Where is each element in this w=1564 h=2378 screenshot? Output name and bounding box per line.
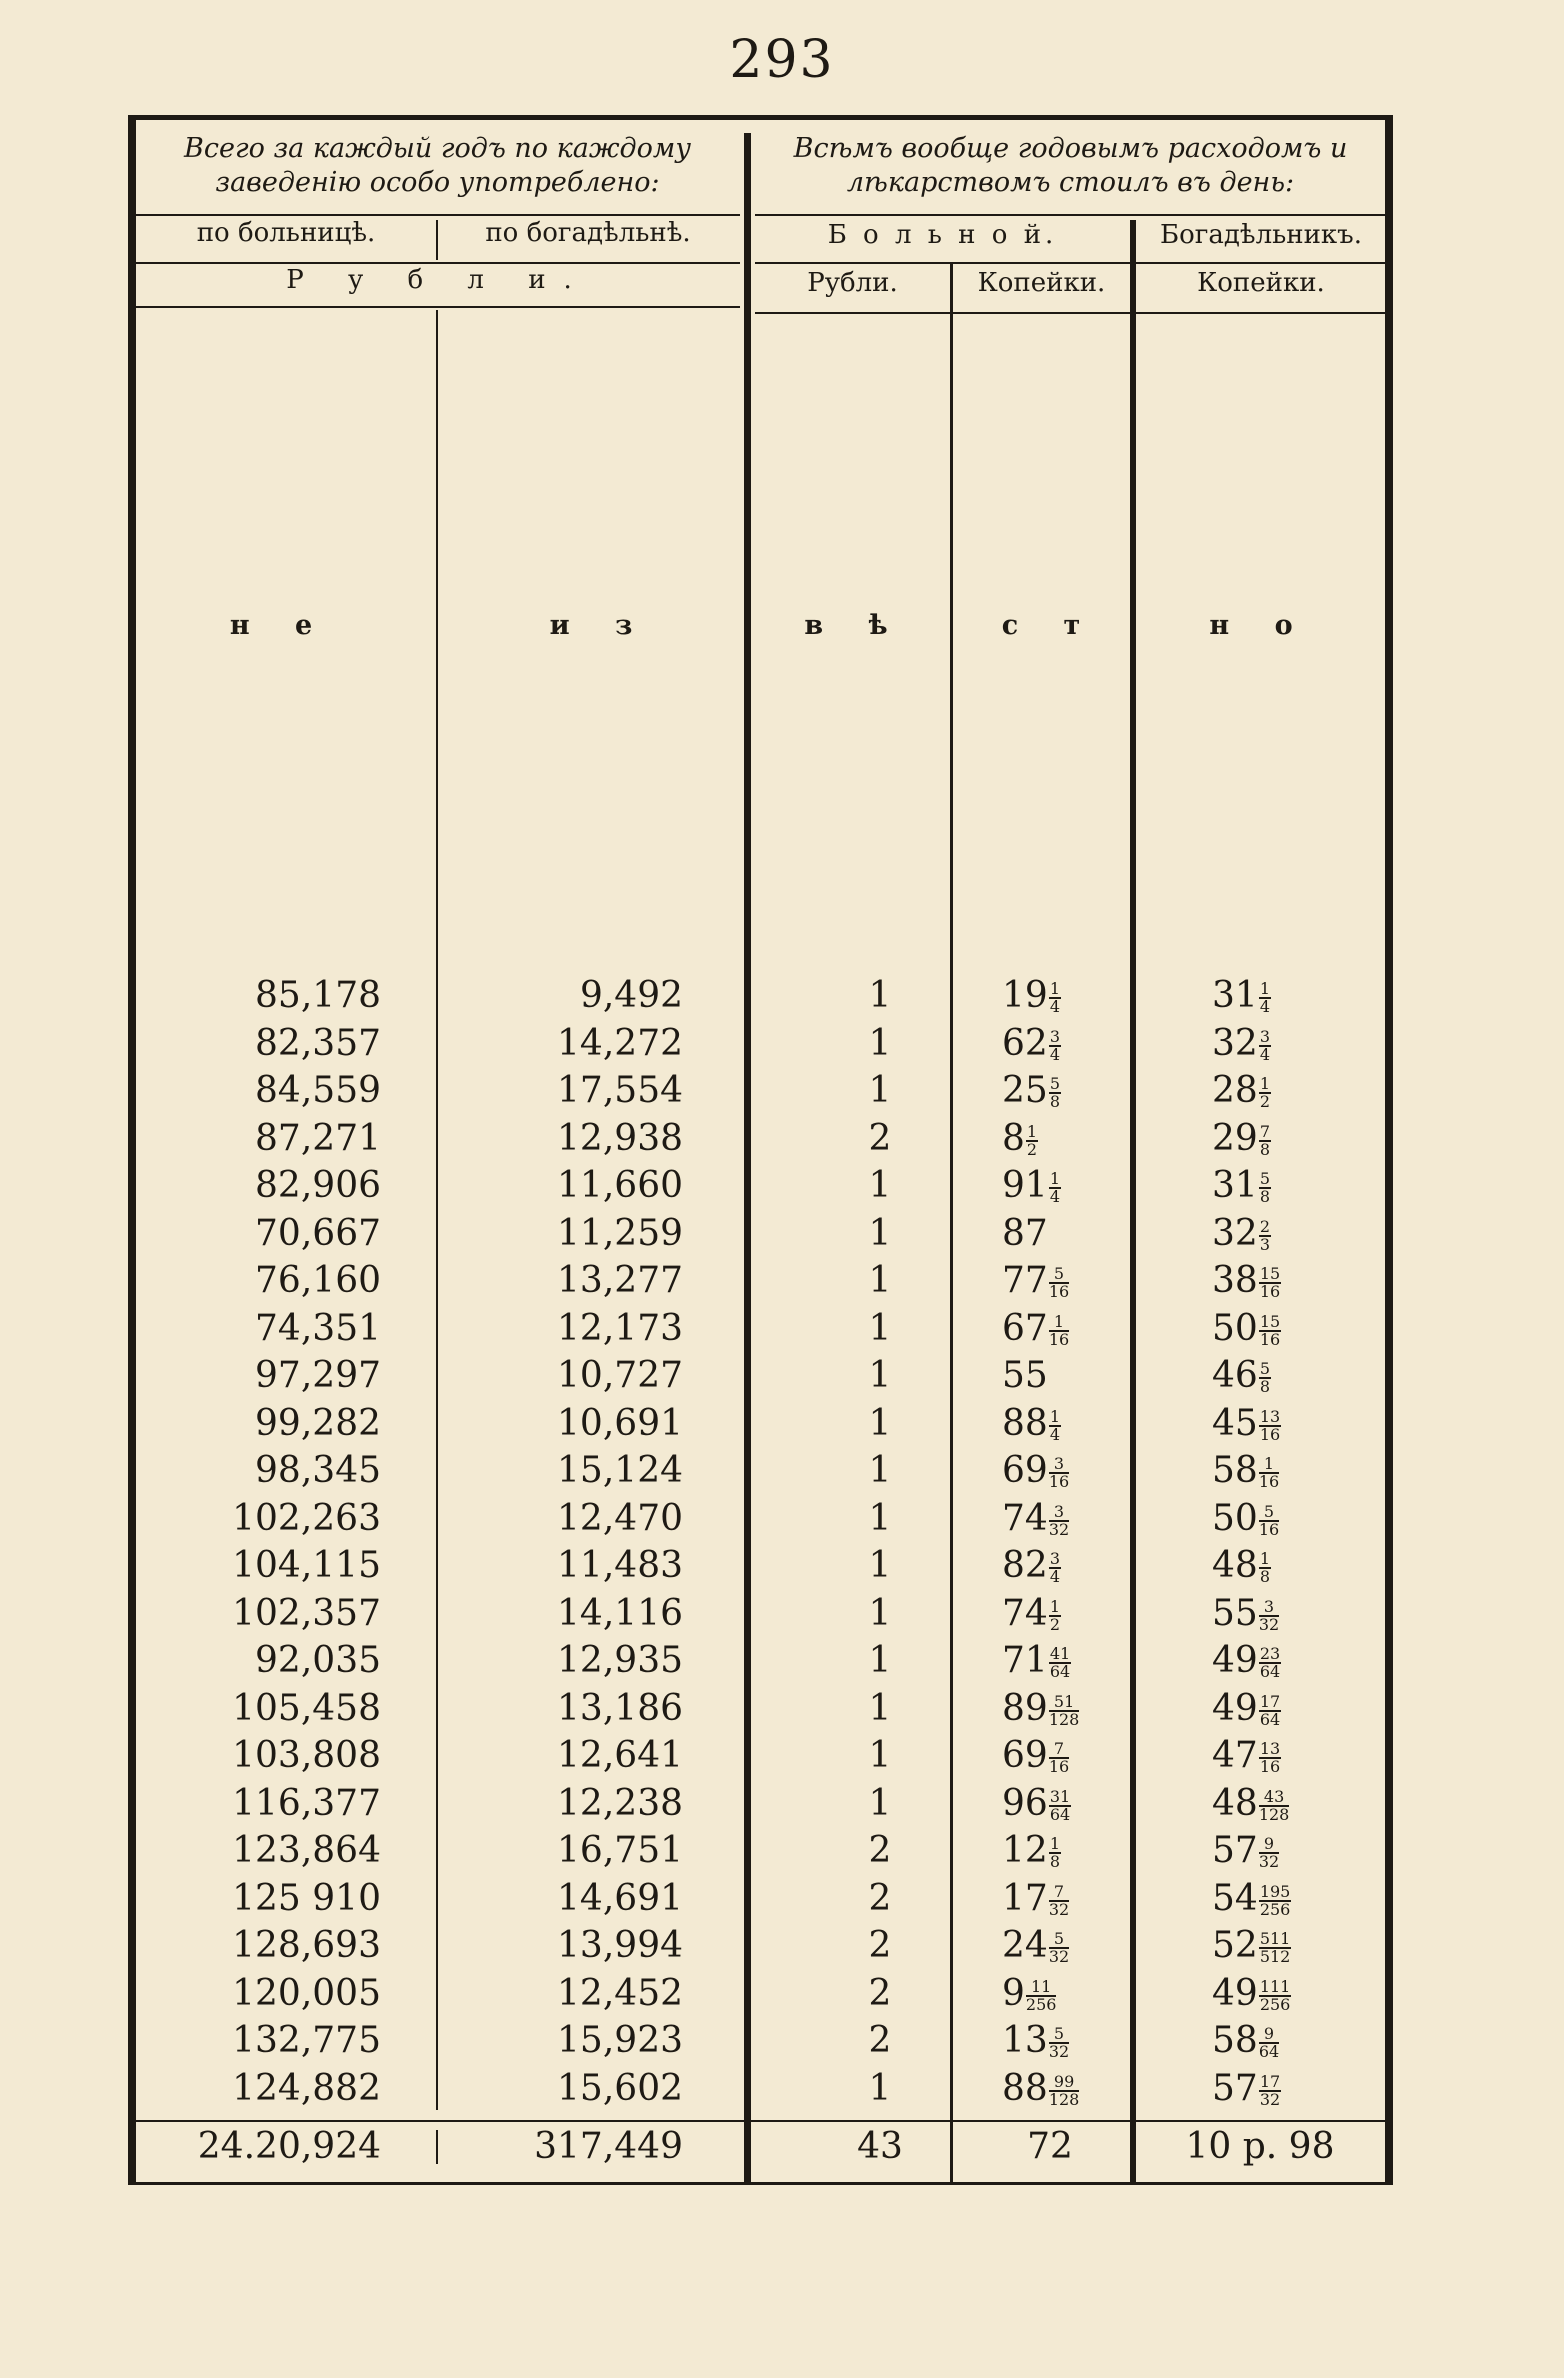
cell-almshouse: 12,238 — [557, 1782, 683, 1824]
table-row — [0, 1590, 1564, 1637]
cell-almshouse: 12,641 — [557, 1735, 683, 1776]
cell-almsman-kopecks: 49 $\frac{23}{64}$ — [1212, 1640, 1281, 1681]
fraction: $\frac{5}{16}$ — [1048, 1264, 1070, 1301]
cell-almsman-kopecks: 49 $\frac{17}{64}$ — [1212, 1687, 1281, 1729]
cell-hospitals: 103,808 — [232, 1735, 381, 1776]
fraction: $\frac{3}{4}$ — [1259, 1026, 1270, 1064]
cell-almsman-kopecks: 48 $\frac{1}{8}$ — [1212, 1545, 1270, 1586]
middle-text-5: н о — [1209, 610, 1311, 641]
middle-text-2: и з — [549, 610, 651, 641]
cell-rubles: 2 — [868, 1830, 892, 1871]
table-row — [0, 1637, 1564, 1684]
rule-header-2 — [136, 262, 740, 264]
fraction: $\frac{17}{32}$ — [1259, 2071, 1281, 2109]
cell-rubles: 1 — [868, 2067, 892, 2109]
cell-almsman-kopecks: 28 $\frac{1}{2}$ — [1212, 1070, 1270, 1111]
fraction: $\frac{511}{512}$ — [1259, 1929, 1291, 1966]
table-row — [0, 1305, 1564, 1352]
cell-hospitals: 125 910 — [232, 1877, 381, 1919]
header-right-title: Всѣмъ вообще годовымъ расходомъ и лѣкарствомъ стоилъ въ день: — [793, 133, 1348, 198]
fraction: $\frac{1}{4}$ — [1049, 979, 1060, 1016]
table-row — [0, 2017, 1564, 2064]
table-row — [0, 1020, 1564, 1067]
rule-header-3b — [755, 312, 1385, 314]
cell-almsman-kopecks: 50 $\frac{5}{16}$ — [1212, 1497, 1280, 1539]
table-row — [0, 1115, 1564, 1162]
header-almsman: Богадѣльникъ. — [1160, 220, 1362, 250]
cell-kopecks: 24 $\frac{5}{32}$ — [1002, 1925, 1070, 1966]
fraction: $\frac{7}{16}$ — [1048, 1739, 1070, 1776]
fraction: $\frac{5}{16}$ — [1258, 1501, 1280, 1539]
cell-almshouse: 10,727 — [557, 1355, 683, 1396]
header-left-title: Всего за каждый годъ по каждому заведенію особо употреблено: — [184, 133, 691, 198]
cell-kopecks: 17 $\frac{7}{32}$ — [1002, 1877, 1070, 1919]
table-row — [0, 1210, 1564, 1257]
cell-almsman-kopecks: 58 $\frac{9}{64}$ — [1212, 2020, 1280, 2061]
cell-kopecks: 8 $\frac{1}{2}$ — [1002, 1117, 1038, 1159]
fraction: $\frac{1}{4}$ — [1049, 1169, 1060, 1206]
fraction: $\frac{15}{16}$ — [1259, 1311, 1281, 1349]
fraction: $\frac{51}{128}$ — [1048, 1691, 1080, 1729]
cell-rubles: 2 — [868, 1117, 892, 1159]
fraction: $\frac{195}{256}$ — [1259, 1881, 1291, 1919]
fraction: $\frac{41}{64}$ — [1049, 1644, 1071, 1681]
fraction: $\frac{1}{4}$ — [1259, 979, 1270, 1016]
cell-hospitals: 85,178 — [255, 975, 381, 1016]
cell-kopecks: 74 $\frac{3}{32}$ — [1002, 1497, 1070, 1539]
cell-rubles: 1 — [868, 1592, 892, 1634]
fraction: $\frac{7}{32}$ — [1048, 1881, 1070, 1919]
cell-almshouse: 10,691 — [557, 1402, 683, 1444]
table-row — [0, 1685, 1564, 1732]
fraction: $\frac{5}{8}$ — [1259, 1169, 1270, 1206]
cell-almsman-kopecks: 32 $\frac{3}{4}$ — [1212, 1022, 1270, 1064]
cell-almshouse: 14,272 — [557, 1022, 683, 1064]
cell-almshouse: 12,938 — [557, 1117, 683, 1159]
cell-almshouse: 17,554 — [557, 1070, 683, 1111]
table-row — [0, 1352, 1564, 1399]
total-almshouse: 317,449 — [534, 2126, 683, 2167]
fraction: $\frac{13}{16}$ — [1259, 1739, 1281, 1776]
middle-text-1: н е — [229, 610, 331, 641]
cell-almshouse: 12,935 — [557, 1640, 683, 1681]
fraction: $\frac{1}{2}$ — [1259, 1074, 1270, 1111]
cell-hospitals: 84,559 — [255, 1070, 381, 1111]
cell-kopecks: 88 $\frac{99}{128}$ — [1002, 2067, 1080, 2109]
cell-hospitals: 120,005 — [232, 1972, 381, 2014]
cell-kopecks: 62 $\frac{3}{4}$ — [1002, 1022, 1060, 1064]
cell-kopecks: 12 $\frac{1}{8}$ — [1002, 1830, 1060, 1871]
middle-text-3: в ѣ — [804, 610, 906, 641]
fraction: $\frac{3}{4}$ — [1049, 1026, 1060, 1064]
fraction: $\frac{5}{32}$ — [1048, 1929, 1070, 1966]
header-rubles-sub: Рубли. — [807, 268, 898, 298]
cell-rubles: 1 — [868, 1212, 892, 1254]
cell-almsman-kopecks: 32 $\frac{2}{3}$ — [1212, 1212, 1270, 1254]
cell-hospitals: 97,297 — [255, 1355, 381, 1396]
table-row — [0, 1447, 1564, 1494]
cell-rubles: 2 — [868, 1877, 892, 1919]
cell-hospitals: 76,160 — [255, 1260, 381, 1301]
fraction: $\frac{7}{8}$ — [1259, 1121, 1270, 1159]
fraction: $\frac{5}{8}$ — [1259, 1359, 1270, 1396]
cell-hospitals: 102,357 — [232, 1592, 381, 1634]
cell-kopecks: 67 $\frac{1}{16}$ — [1002, 1307, 1070, 1349]
cell-almsman-kopecks: 29 $\frac{7}{8}$ — [1212, 1117, 1270, 1159]
cell-kopecks: 88 $\frac{1}{4}$ — [1002, 1402, 1060, 1444]
total-hospitals: 24.20,924 — [197, 2126, 381, 2167]
cell-kopecks: 69 $\frac{3}{16}$ — [1002, 1450, 1070, 1491]
table-row — [0, 1495, 1564, 1542]
header-kopecks-sub-2: Копейки. — [1197, 268, 1325, 298]
cell-kopecks: 19 $\frac{1}{4}$ — [1002, 975, 1060, 1016]
cell-kopecks: 77 $\frac{5}{16}$ — [1002, 1260, 1070, 1301]
cell-hospitals: 82,906 — [255, 1165, 381, 1206]
header-kopecks-sub: Копейки. — [977, 268, 1106, 298]
cell-almshouse: 12,173 — [557, 1307, 683, 1349]
total-rubles: 43 — [857, 2126, 903, 2167]
middle-text-4: с т — [1001, 610, 1099, 641]
cell-almsman-kopecks: 57 $\frac{17}{32}$ — [1212, 2067, 1281, 2109]
cell-rubles: 1 — [868, 1687, 892, 1729]
table-row — [0, 1875, 1564, 1922]
cell-kopecks: 89 $\frac{51}{128}$ — [1002, 1687, 1080, 1729]
cell-kopecks: 71 $\frac{41}{64}$ — [1002, 1640, 1071, 1681]
cell-kopecks: 25 $\frac{5}{8}$ — [1002, 1070, 1060, 1111]
fraction: $\frac{9}{32}$ — [1258, 1834, 1280, 1871]
table-row — [0, 1162, 1564, 1209]
cell-hospitals: 132,775 — [232, 2020, 381, 2061]
fraction: $\frac{1}{8}$ — [1049, 1834, 1060, 1871]
cell-almsman-kopecks: 46 $\frac{5}{8}$ — [1212, 1355, 1270, 1396]
cell-almsman-kopecks: 31 $\frac{5}{8}$ — [1212, 1165, 1270, 1206]
cell-kopecks: 91 $\frac{1}{4}$ — [1002, 1165, 1060, 1206]
fraction: $\frac{3}{32}$ — [1258, 1596, 1280, 1634]
cell-hospitals: 82,357 — [255, 1022, 381, 1064]
table-row — [0, 972, 1564, 1019]
table-row — [0, 1922, 1564, 1969]
fraction: $\frac{3}{4}$ — [1049, 1549, 1060, 1586]
cell-rubles: 1 — [868, 1022, 892, 1064]
cell-rubles: 1 — [868, 1450, 892, 1491]
fraction: $\frac{5}{32}$ — [1048, 2024, 1070, 2061]
cell-almsman-kopecks: 57 $\frac{9}{32}$ — [1212, 1830, 1280, 1871]
table-row — [0, 1542, 1564, 1589]
cell-almshouse: 15,602 — [557, 2067, 683, 2109]
totals-row — [0, 2122, 1564, 2172]
cell-kopecks: 96 $\frac{31}{64}$ — [1002, 1782, 1071, 1824]
cell-almsman-kopecks: 54 $\frac{195}{256}$ — [1212, 1877, 1291, 1919]
cell-rubles: 1 — [868, 1402, 892, 1444]
header-col-almshouse: по богадѣльнѣ. — [485, 218, 691, 248]
cell-almsman-kopecks: 31 $\frac{1}{4}$ — [1212, 975, 1270, 1016]
table-row — [0, 1257, 1564, 1304]
cell-kopecks: 87 — [1002, 1212, 1048, 1254]
fraction: $\frac{99}{128}$ — [1048, 2071, 1080, 2109]
header-patient: Б о л ь н о й. — [827, 220, 1058, 250]
table-row — [0, 1970, 1564, 2017]
fraction: $\frac{43}{128}$ — [1258, 1786, 1290, 1824]
fraction: $\frac{5}{8}$ — [1049, 1074, 1060, 1111]
cell-rubles: 1 — [868, 1782, 892, 1824]
cell-hospitals: 74,351 — [255, 1307, 381, 1349]
cell-rubles: 1 — [868, 1070, 892, 1111]
page-number: 293 — [729, 30, 835, 90]
cell-almshouse: 16,751 — [557, 1830, 683, 1871]
total-almsman: 10 р. 98 — [1185, 2126, 1335, 2167]
fraction: $\frac{1}{2}$ — [1049, 1596, 1060, 1634]
cell-kopecks: 9 $\frac{11}{256}$ — [1002, 1972, 1057, 2014]
cell-hospitals: 98,345 — [255, 1450, 381, 1491]
fraction: $\frac{1}{16}$ — [1048, 1311, 1070, 1349]
cell-almshouse: 11,483 — [557, 1545, 683, 1586]
cell-hospitals: 102,263 — [232, 1497, 381, 1539]
fraction: $\frac{3}{16}$ — [1048, 1454, 1070, 1491]
fraction: $\frac{2}{3}$ — [1259, 1216, 1270, 1254]
table-row — [0, 1067, 1564, 1114]
cell-kopecks: 13 $\frac{5}{32}$ — [1002, 2020, 1070, 2061]
cell-kopecks: 82 $\frac{3}{4}$ — [1002, 1545, 1060, 1586]
fraction: $\frac{3}{32}$ — [1048, 1501, 1070, 1539]
cell-almsman-kopecks: 50 $\frac{15}{16}$ — [1212, 1307, 1281, 1349]
header-col-hospitals: по больницѣ. — [196, 218, 376, 248]
cell-almshouse: 15,124 — [557, 1450, 683, 1491]
table-row — [0, 2065, 1564, 2112]
cell-almsman-kopecks: 55 $\frac{3}{32}$ — [1212, 1592, 1280, 1634]
cell-rubles: 1 — [868, 1165, 892, 1206]
table-row — [0, 1400, 1564, 1447]
fraction: $\frac{1}{2}$ — [1026, 1121, 1038, 1159]
total-kopecks: 72 — [1027, 2126, 1073, 2167]
cell-hospitals: 105,458 — [232, 1687, 381, 1729]
cell-hospitals: 92,035 — [255, 1640, 381, 1681]
cell-almshouse: 15,923 — [557, 2020, 683, 2061]
cell-almshouse: 13,277 — [557, 1260, 683, 1301]
table-row — [0, 1827, 1564, 1874]
cell-rubles: 2 — [868, 1972, 892, 2014]
rule-header-1 — [136, 214, 740, 216]
cell-hospitals: 123,864 — [232, 1830, 381, 1871]
cell-almsman-kopecks: 47 $\frac{13}{16}$ — [1212, 1735, 1281, 1776]
cell-rubles: 1 — [868, 975, 892, 1016]
cell-almshouse: 12,470 — [557, 1497, 683, 1539]
cell-rubles: 1 — [868, 1640, 892, 1681]
fraction: $\frac{23}{64}$ — [1259, 1644, 1281, 1681]
fraction: $\frac{1}{4}$ — [1049, 1406, 1060, 1444]
cell-almshouse: 9,492 — [579, 975, 683, 1016]
cell-almsman-kopecks: 45 $\frac{13}{16}$ — [1212, 1402, 1281, 1444]
cell-almsman-kopecks: 48 $\frac{43}{128}$ — [1212, 1782, 1290, 1824]
cell-almsman-kopecks: 52 $\frac{511}{512}$ — [1212, 1925, 1291, 1966]
cell-almshouse: 11,259 — [557, 1212, 683, 1254]
cell-hospitals: 128,693 — [232, 1925, 381, 1966]
cell-kopecks: 69 $\frac{7}{16}$ — [1002, 1735, 1070, 1776]
table-row — [0, 1732, 1564, 1779]
cell-rubles: 2 — [868, 1925, 892, 1966]
fraction: $\frac{11}{256}$ — [1025, 1976, 1057, 2014]
table-row — [0, 1780, 1564, 1827]
cell-rubles: 1 — [868, 1260, 892, 1301]
fraction: $\frac{15}{16}$ — [1259, 1264, 1281, 1301]
cell-almsman-kopecks: 38 $\frac{15}{16}$ — [1212, 1260, 1281, 1301]
cell-hospitals: 104,115 — [232, 1545, 381, 1586]
cell-almsman-kopecks: 49 $\frac{111}{256}$ — [1212, 1972, 1291, 2014]
cell-almshouse: 14,116 — [557, 1592, 683, 1634]
fraction: $\frac{9}{64}$ — [1258, 2024, 1280, 2061]
cell-almshouse: 11,660 — [557, 1165, 683, 1206]
cell-almsman-kopecks: 58 $\frac{1}{16}$ — [1212, 1450, 1280, 1491]
fraction: $\frac{31}{64}$ — [1049, 1786, 1071, 1824]
fraction: $\frac{17}{64}$ — [1259, 1691, 1281, 1729]
cell-rubles: 1 — [868, 1355, 892, 1396]
cell-hospitals: 70,667 — [255, 1212, 381, 1254]
header-rubles: Р у б л и. — [286, 265, 590, 295]
cell-rubles: 1 — [868, 1307, 892, 1349]
fraction: $\frac{1}{16}$ — [1258, 1454, 1280, 1491]
rule-header-3 — [136, 306, 740, 308]
fraction: $\frac{1}{8}$ — [1259, 1549, 1270, 1586]
fraction: $\frac{13}{16}$ — [1259, 1406, 1281, 1444]
rule-header-1b — [755, 214, 1385, 216]
cell-hospitals: 87,271 — [255, 1117, 381, 1159]
cell-kopecks: 55 — [1002, 1355, 1048, 1396]
cell-almshouse: 12,452 — [557, 1972, 683, 2014]
fraction: $\frac{111}{256}$ — [1259, 1976, 1291, 2014]
cell-rubles: 1 — [868, 1735, 892, 1776]
cell-rubles: 1 — [868, 1497, 892, 1539]
cell-rubles: 1 — [868, 1545, 892, 1586]
cell-almshouse: 13,186 — [557, 1687, 683, 1729]
cell-rubles: 2 — [868, 2020, 892, 2061]
cell-hospitals: 116,377 — [232, 1782, 381, 1824]
cell-kopecks: 74 $\frac{1}{2}$ — [1002, 1592, 1060, 1634]
cell-almshouse: 14,691 — [557, 1877, 683, 1919]
rule-header-2b — [755, 262, 1385, 264]
cell-hospitals: 124,882 — [232, 2067, 381, 2109]
cell-hospitals: 99,282 — [255, 1402, 381, 1444]
cell-almshouse: 13,994 — [557, 1925, 683, 1966]
